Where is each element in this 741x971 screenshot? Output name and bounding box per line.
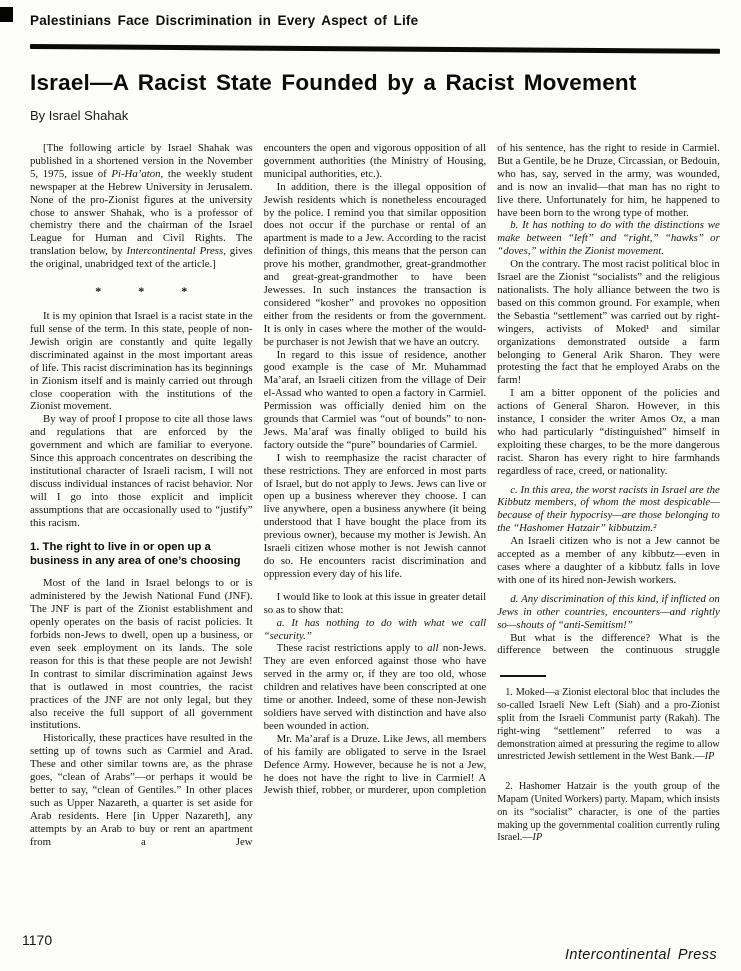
- paragraph: I am a bitter opponent of the policies and actions of General Sharon. However, in this instance, I consider the writer Amos Oz, a man who had particularly “distinguished” himself in exploiting these charges, to be the more dangerous racist. Sharon has every right to hire farmhands regardless of race, creed, or nationality.: [497, 387, 720, 477]
- section-separator: * * *: [95, 284, 188, 299]
- paragraph: It is my opinion that Israel is a racist state in the full sense of the term. In this state, people of non-Jewish origin are constantly and quite legally discriminated against in the most important areas of life. This racist discrimination has its beginnings in Zionism itself and is mainly carried out through close cooperation with the institutions of the Zionist movement.: [30, 310, 253, 413]
- section-heading: 1. The right to live in or open up a business in any area of one’s choosing: [30, 541, 241, 568]
- column-1: [30, 142, 253, 862]
- byline: By Israel Shahak: [30, 108, 129, 123]
- paragraph-point-c: c. In this area, the worst racists in Israel are the Kibbutz members, of whom the most despicable—because of their hypocrisy—are those belonging to the “Hashomer Hatzair” kibbutzim.²: [497, 483, 720, 535]
- paragraph: On the contrary. The most racist political bloc in Israel are the Zionist “socialists” and the religious nationalists. The holy alliance between the two is based on this common ground. For example, when the Sebastia “settlement” was carried out by right-wingers, activists of Moked¹ and similar organizations demonstrated outside a farm belonging to General Arik Sharon. They were protesting the fact that he employed Arabs on the farm!: [497, 258, 720, 387]
- paragraph: These racist restrictions apply to all non-Jews. They are even enforced against those who have served in the army or, if they are too old, whose children and relatives have been conscripted at one time or another. Indeed, some of these non-Jewish soldiers have served with distinction and have also been wounded in action.: [263, 642, 487, 732]
- paragraph-point-d: d. Any discrimination of this kind, if inflicted on Jews in other countries, encounters—and rightly so—shouts of “anti-Semitism!”: [497, 592, 720, 631]
- paragraph-point-a: a. It has nothing to do with what we call “security.”: [263, 616, 487, 642]
- column-2: [264, 142, 487, 862]
- paragraph: In regard to this issue of residence, another good example is the case of Mr. Muhammad Ma’araf, an Israeli citizen from the village of Deir el-Assad who wanted to open a factory in Carmiel. Permission was officially denied him on the grounds that Carmiel was “out of bounds” to non-Jews. Ma’araf was finally obliged to build his factory outside the “pure” boundaries of Carmiel.: [263, 348, 487, 451]
- paragraph: I wish to reemphasize the racist character of these restrictions. They are enforced in most parts of Israel, but do not apply to Jews. Jews can live or open up a business wherever they choose. I can live anywhere, open a business anywhere (it being understood that I have bought the place from its previous owner), because my mother is Jewish. An Israeli citizen whose mother is not Jewish cannot do so. He encounters racist discrimination and oppression every day of his life.: [263, 451, 487, 580]
- kicker-headline: Palestinians Face Discrimination in Every Aspect of Life: [30, 13, 419, 28]
- article-title: Israel—A Racist State Founded by a Racist Movement: [30, 70, 637, 95]
- column-3: [497, 142, 720, 862]
- paragraph: Historically, these practices have resulted in the setting up of towns such as Carmiel and Arad. These and other similar towns are, as the phrase goes, “clean of Arabs”—or perhaps it would be better to say, “clean of Gentiles.” In other places such as Upper Nazareth, a quarter is set aside for Arab residents. Here [in Upper Nazareth], any attempts by an Arab to buy or rent an apartment from a Jew: [30, 732, 253, 848]
- footnote-rule: [500, 675, 546, 677]
- footnote-1: 1. Moked—a Zionist electoral bloc that includes the so-called Israeli New Left (Siah) and a pro-Zionist split from the Israeli Communist party (Rakah). The right-wing “settlement” referred to was a demonstration aimed at pressuring the regime to allow unrestricted Jewish settlement in the West Bank.—IP: [497, 687, 720, 763]
- paragraph-point-b: b. It has nothing to do with the distinctions we make between “left” and “right,” “hawks” or “doves,” within the Zionist movement.: [497, 219, 720, 258]
- footnote-2: 2. Hashomer Hatzair is the youth group of the Mapam (United Workers) party. Mapam, which insists on its “socialist” character, is one of the parties making up the governmental coalition currently ruling Israel.—IP: [497, 781, 720, 844]
- paragraph: By way of proof I propose to cite all those laws and regulations that are enforced by the government and which are familiar to everyone. Since this approach concentrates on describing the institutional character of Israeli racism, I will not discuss individual instances of racist behavior. Nor will I go into those explicit and implicit assumptions that are occasionally used to “justify” this racism.: [30, 413, 253, 529]
- header-rule: [30, 44, 720, 54]
- corner-mark: [0, 7, 13, 22]
- magazine-name: Intercontinental Press: [564, 947, 717, 963]
- paragraph: But what is the difference? What is the difference between the continuous struggle: [497, 631, 720, 657]
- paragraph: encounters the open and vigorous opposition of all government authorities (the Ministry of Housing, municipal authorities, etc.).: [263, 142, 487, 180]
- page-number: 1170: [22, 932, 53, 948]
- editor-note: [The following article by Israel Shahak was published in a shortened version in the November 5, 1975, issue of Pi-Ha’aton, the weekly student newspaper at the Hebrew University in Jerusalem. None of the pro-Zionist figures at the university chose to answer Shahak, who is a professor of chemistry there and the chairman of the Israel League for Human and Civil Rights. The translation below, by Intercontinental Press, gives the original, unabridged text of the article.]: [30, 142, 253, 271]
- paragraph: In addition, there is the illegal opposition of Jewish residents which is nonetheless encouraged by the police. I remind you that similar opposition does not occur if the purchase or rental of an apartment is made to a Jew. According to the racist definition of things, this means that the person can prove his mother, grandmother, great-grandmother and great-great-grandmother to have been Jewesses. In such instances the transaction is considered “kosher” and provokes no opposition either from the residents or from the government. It is only in cases where the mother of the would-be purchaser is not Jewish that we have an outcry.: [263, 180, 487, 348]
- paragraph: An Israeli citizen who is not a Jew cannot be accepted as a member of any kibbutz—even in cases where a daughter of a kibbutz falls in love with one of its hired non-Jewish workers.: [497, 535, 720, 586]
- paragraph: I would like to look at this issue in greater detail so as to show that:: [263, 590, 487, 616]
- paragraph: Mr. Ma’araf is a Druze. Like Jews, all members of his family are obligated to serve in the Israel Defence Army. However, because he is not a Jew, he does not have the right to live in Carmiel! A Jewish thief, robber, or murderer, upon completion: [263, 732, 487, 797]
- article-body: [30, 142, 720, 862]
- paragraph: Most of the land in Israel belongs to or is administered by the Jewish National Fund (JNF). The JNF is part of the Zionist establishment and openly operates on the basis of racist policies. It forbids non-Jews to dwell, open up a business, or even seek employment on its lands. The sole reason for this is that these people are not Jewish! In contrast to similar discrimination against Jews that is outlawed in most countries, the racist practices of the JNF are not only legal, but they also receive the full support of all government institutions.: [30, 577, 253, 732]
- paragraph: of his sentence, has the right to reside in Carmiel. But a Gentile, be he Druze, Circassian, or Bedouin, who has, say, served in the army, was wounded, and is now an invalid—that man has no right to live there. Unfortunately for him, he happened to have been born to the wrong type of mother.: [497, 142, 720, 219]
